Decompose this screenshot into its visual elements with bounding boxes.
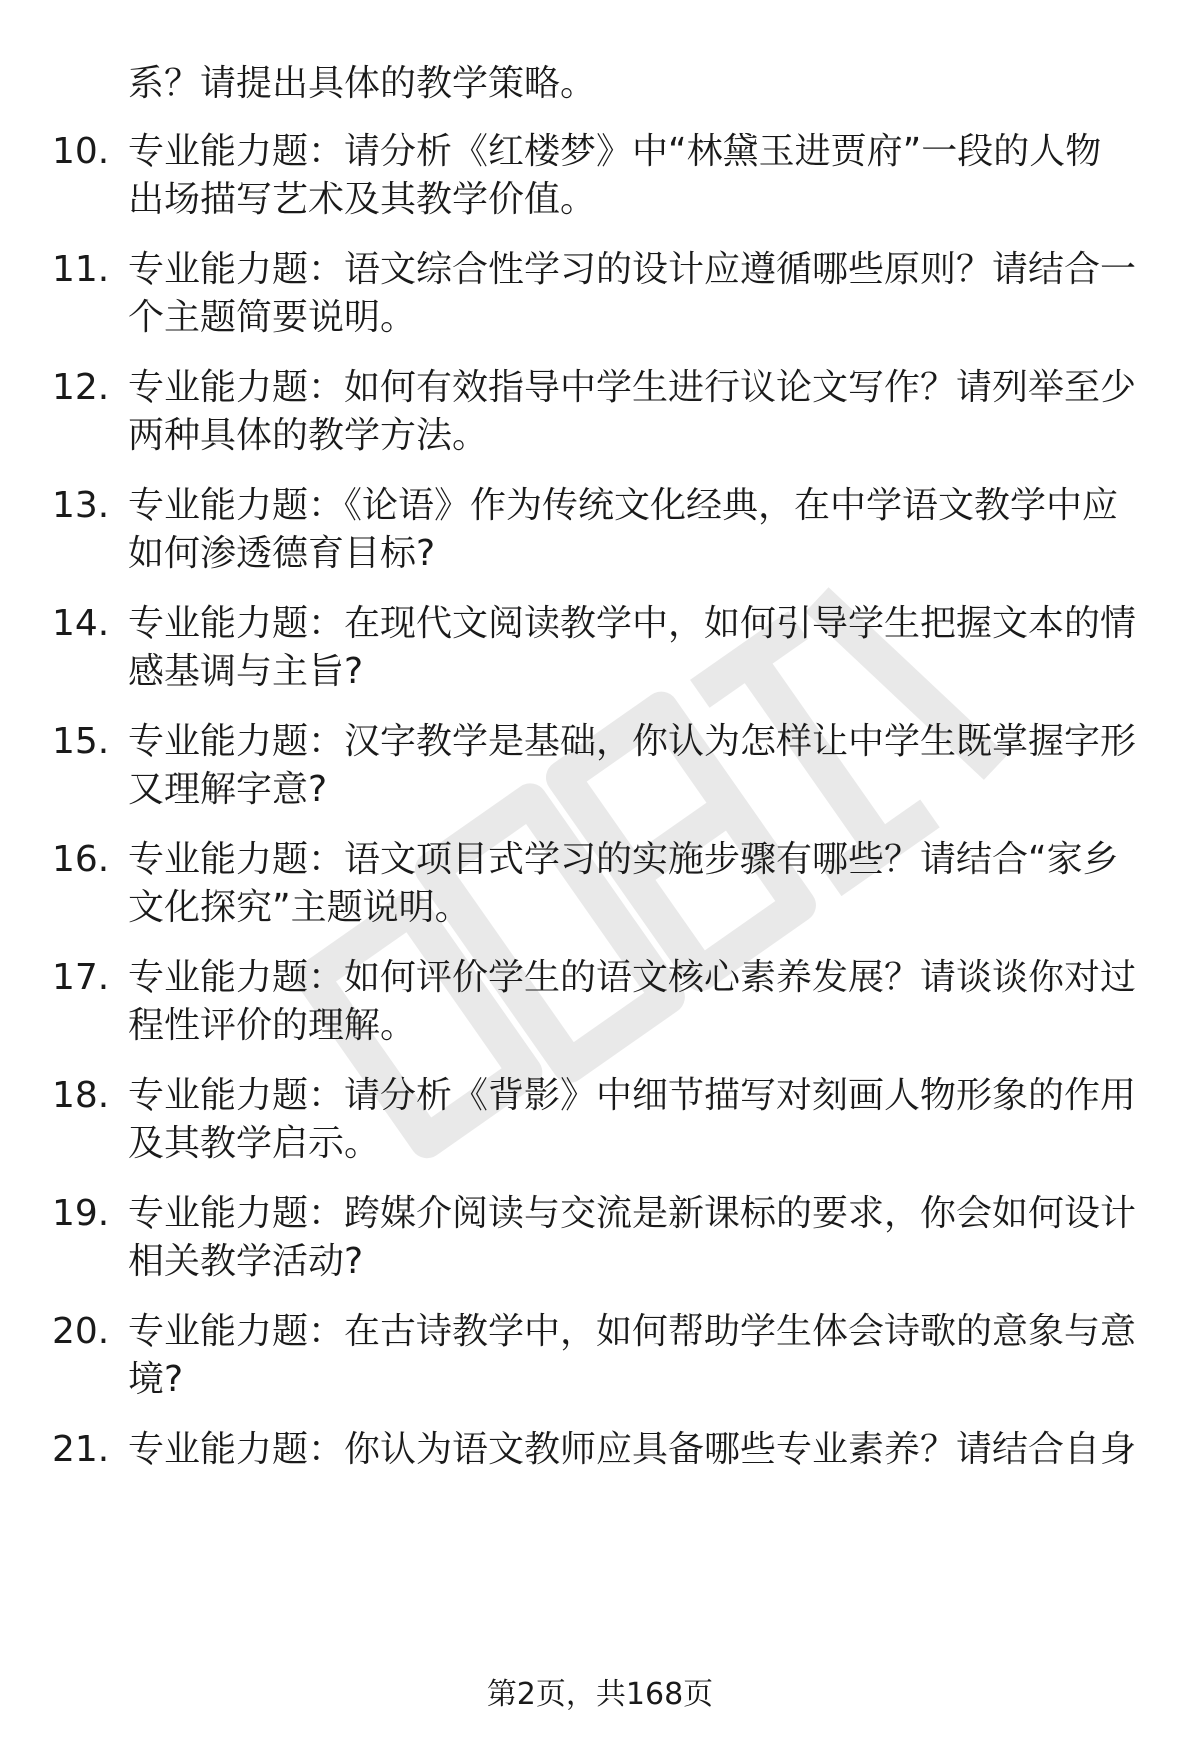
question-text-line: 专业能力题：如何有效指导中学生进行议论文写作？请列举至少 (128, 367, 1137, 408)
question-number: 18. (52, 1075, 110, 1116)
question-text-line: 及其教学启示。 (128, 1123, 381, 1164)
question-text-line: 又理解字意? (128, 769, 328, 810)
question-number: 16. (52, 839, 110, 880)
question-text-line: 专业能力题：在现代文阅读教学中，如何引导学生把握文本的情 (128, 603, 1137, 644)
question-text-line: 相关教学活动? (128, 1241, 364, 1282)
question-text-line: 个主题简要说明。 (128, 297, 417, 338)
question-text-line: 专业能力题：《论语》作为传统文化经典，在中学语文教学中应 (128, 485, 1119, 526)
question-text-line: 如何渗透德育目标? (128, 533, 436, 574)
question-number: 13. (52, 485, 110, 526)
question-number: 20. (52, 1311, 110, 1352)
question-text-line: 专业能力题：语文项目式学习的实施步骤有哪些？请结合“家乡 (128, 839, 1119, 880)
question-text-line: 专业能力题：如何评价学生的语文核心素养发展？请谈谈你对过 (128, 957, 1137, 998)
question-text-line: 专业能力题：请分析《背影》中细节描写对刻画人物形象的作用 (128, 1075, 1137, 1116)
question-number: 21. (52, 1429, 110, 1470)
question-text-line: 专业能力题：语文综合性学习的设计应遵循哪些原则？请结合一 (128, 249, 1137, 290)
question-number: 19. (52, 1193, 110, 1234)
question-number: 11. (52, 249, 110, 290)
question-text-line: 专业能力题：汉字教学是基础，你认为怎样让中学生既掌握字形 (128, 721, 1137, 762)
page-footer: 第2页，共168页 (486, 1677, 714, 1712)
question-text-line: 两种具体的教学方法。 (128, 415, 489, 456)
question-number: 17. (52, 957, 110, 998)
question-text-line: 程性评价的理解。 (128, 1005, 417, 1046)
question-number: 12. (52, 367, 110, 408)
question-text-line: 出场描写艺术及其教学价值。 (128, 179, 597, 220)
question-number: 10. (52, 131, 110, 172)
question-text-line: 专业能力题：在古诗教学中，如何帮助学生体会诗歌的意象与意 (128, 1311, 1137, 1352)
carry-over-text: 系？请提出具体的教学策略。 (128, 63, 597, 104)
question-text-line: 专业能力题：你认为语文教师应具备哪些专业素养？请结合自身 (128, 1429, 1137, 1470)
question-text-line: 感基调与主旨? (128, 651, 364, 692)
question-number: 15. (52, 721, 110, 762)
question-text-line: 文化探究”主题说明。 (128, 887, 471, 928)
question-text-line: 专业能力题：请分析《红楼梦》中“林黛玉进贾府”一段的人物 (128, 131, 1102, 172)
question-number: 14. (52, 603, 110, 644)
question-text-line: 境? (128, 1359, 184, 1400)
question-text-line: 专业能力题：跨媒介阅读与交流是新课标的要求，你会如何设计 (128, 1193, 1137, 1234)
